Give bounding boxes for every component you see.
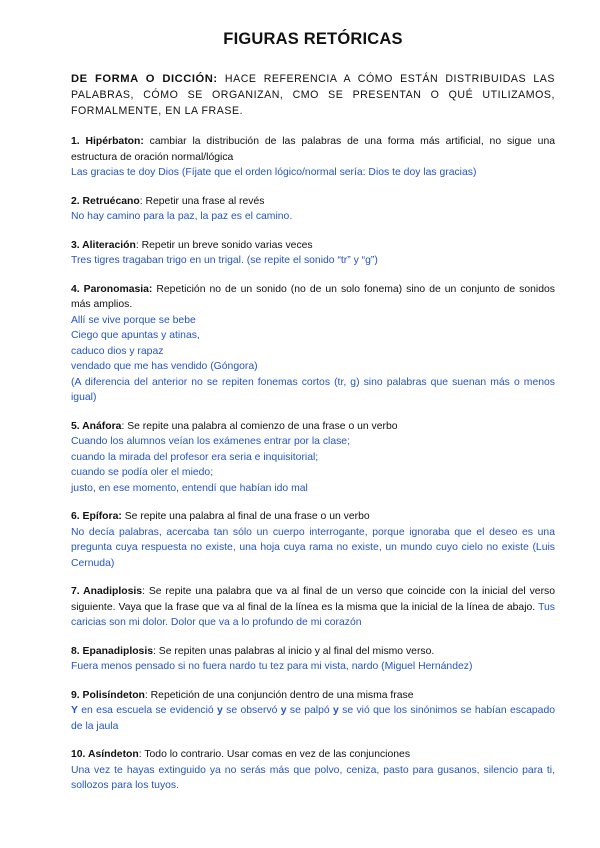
document-title: FIGURAS RETÓRICAS — [223, 30, 403, 48]
figure-description: : Todo lo contrario. Usar comas en vez de las conjunciones — [138, 749, 411, 760]
figure-example-line: Allí se vive porque se bebe — [71, 314, 196, 326]
figure-description: : Se repite una palabra que va al final de un verso que coincide con la inicial del verso siguiente. Vaya que la frase que va al final de la línea es la misma que la inicial de la línea de abajo. — [71, 586, 556, 613]
example-fragment: se vió que los sinónimos se habían escapado de la jaula — [71, 705, 556, 732]
figure-term: 8. Epanadiplosis — [71, 645, 153, 657]
example-fragment: en esa escuela se evidenció — [77, 705, 218, 716]
figure-example: Tres tigres tragaban trigo en un trigal. (se repite el sonido “tr” y “g”) — [71, 255, 378, 266]
figure-term: 5. Anáfora — [71, 420, 122, 432]
figure-term: 6. Epífora: — [71, 511, 122, 522]
conjunction-highlight: y — [333, 705, 339, 716]
intro-lead: DE FORMA O DICCIÓN: — [71, 73, 218, 85]
figure-example-line: cuando la mirada del profesor era seria e inquisitorial; — [71, 451, 319, 463]
figure-term: 4. Paronomasia: — [71, 283, 153, 295]
figure-aliteracion — [71, 238, 555, 269]
figure-anadiplosis — [71, 584, 555, 631]
figure-description: : Se repiten unas palabras al inicio y al final del mismo verso. — [153, 645, 435, 657]
figure-definition — [71, 419, 555, 435]
example-fragment: se observó — [222, 705, 281, 716]
figure-retruecano — [71, 194, 555, 225]
example-fragment: se palpó — [286, 705, 333, 716]
intro-paragraph — [71, 71, 555, 119]
figure-example-inline: Tus caricias son mi dolor. Dolor que va a lo profundo de mi corazón — [71, 601, 555, 628]
figure-definition — [71, 134, 555, 165]
figure-term: 9. Polisíndeton — [71, 689, 145, 701]
figure-example: Fuera menos pensado si no fuera nardo tu tez para mi vista, nardo (Miguel Hernández) — [71, 661, 473, 672]
figure-definition — [71, 509, 555, 525]
figure-description: : Repetición de una conjunción dentro de una misma frase — [144, 689, 414, 701]
figure-example: Las gracias te doy Dios (Fíjate que el orden lógico/normal sería: Dios te doy las gracias) — [71, 167, 477, 178]
conjunction-highlight: Y — [71, 705, 78, 716]
figure-term: 2. Retruécano — [71, 195, 140, 207]
figure-term: 10. Asíndeton — [71, 749, 139, 760]
figure-epanadiplosis — [71, 644, 555, 675]
figure-hiperbaton — [71, 134, 555, 181]
figure-term: 3. Aliteración — [71, 239, 136, 251]
intro-text: HACE REFERENCIA A CÓMO ESTÁN DISTRIBUIDAS LAS PALABRAS, CÓMO SE ORGANIZAN, CMO SE PRESENTAN O QUÉ UTILIZAMOS, FORMALMENTE, EN LA FRASE. — [71, 73, 555, 117]
figure-example-line: cuando se podía oler el miedo; — [71, 467, 214, 478]
figure-asindeton — [71, 747, 555, 794]
figure-epifora — [71, 509, 555, 571]
figure-definition — [71, 688, 555, 704]
figure-example: No decía palabras, acercaba tan sólo un cuerpo interrogante, porque ignoraba que el deseo es una pregunta cuya respuesta no existe, una hoja cuya rama no existe, un mundo cuyo cielo no existe (Luis Cernuda) — [71, 526, 555, 569]
figure-example: No hay camino para la paz, la paz es el camino. — [71, 211, 293, 222]
figure-definition — [71, 282, 555, 313]
figure-example: Una vez te hayas extinguido ya no serás más que polvo, ceniza, pasto para gusanos, silencio para ti, sollozos para los tuyos. — [71, 764, 555, 791]
figure-definition — [71, 644, 555, 660]
figure-example — [71, 703, 555, 734]
figure-definition — [71, 584, 555, 631]
conjunction-highlight: y — [217, 705, 223, 716]
figure-example-line: caduco dios y rapaz — [71, 345, 164, 357]
figure-example-line: Ciego que apuntas y atinas, — [71, 330, 200, 341]
figure-example-line: Cuando los alumnos veían los exámenes entrar por la clase; — [71, 436, 350, 447]
figure-description: : Se repite una palabra al comienzo de una frase o un verbo — [121, 420, 398, 432]
figure-description: cambiar la distribución de las palabras de una forma más artificial, no sigue una estructura de oración normal/lógica — [71, 136, 556, 163]
figure-definition — [71, 747, 555, 763]
figure-paronomasia — [71, 282, 555, 406]
figure-term: 7. Anadiplosis — [71, 586, 143, 597]
figure-description: : Repetir un breve sonido varias veces — [135, 239, 313, 251]
figure-definition — [71, 194, 555, 210]
figure-definition — [71, 238, 555, 254]
figure-polisindeton — [71, 688, 555, 735]
figure-description: Repetición no de un sonido (no de un solo fonema) sino de un conjunto de sonidos más amplios. — [71, 283, 555, 310]
figure-example-line: justo, en ese momento, entendí que habían ido mal — [71, 482, 308, 494]
figure-term: 1. Hipérbaton: — [71, 136, 144, 147]
conjunction-highlight: y — [280, 705, 287, 716]
figure-description: : Repetir una frase al revés — [139, 195, 265, 207]
figure-description: Se repite una palabra al final de una frase o un verbo — [121, 511, 370, 522]
figure-example-note: (A diferencia del anterior no se repiten fonemas cortos (tr, g) sino palabras que suenan más o menos igual) — [71, 376, 555, 403]
figure-example-line: vendado que me has vendido (Góngora) — [71, 361, 258, 372]
figure-anafora — [71, 419, 555, 497]
